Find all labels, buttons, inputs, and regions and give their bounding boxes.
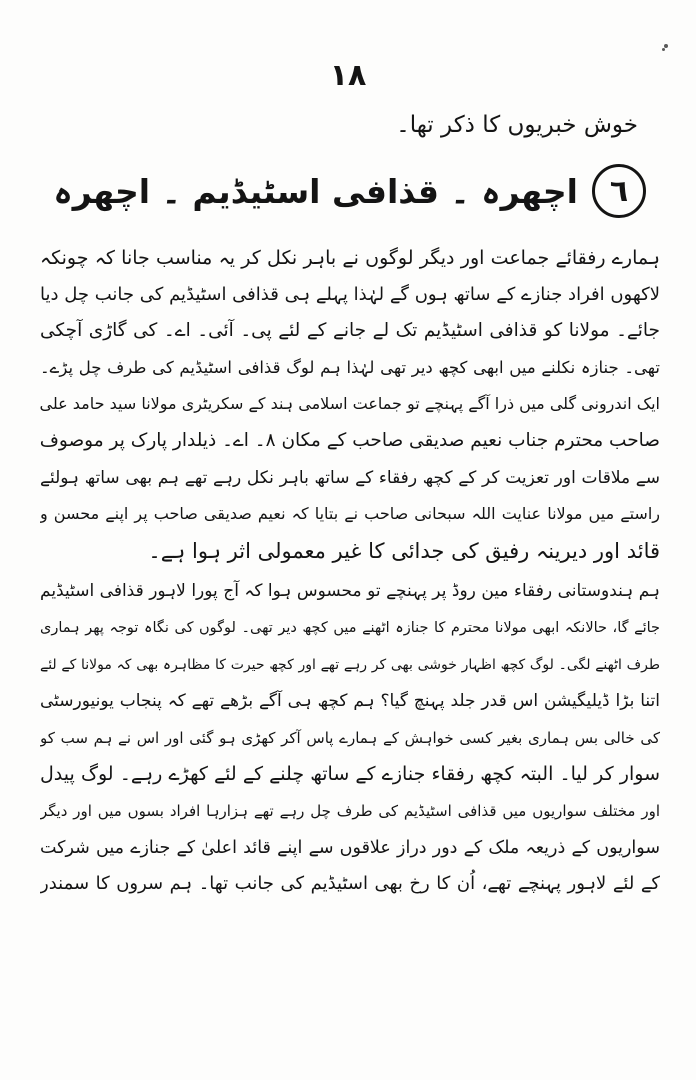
text-line: لاکھوں افراد جنازے کے ساتھ ہوں گے لہٰذا پہلے ہی قذافی اسٹیڈیم کی جانب چل دیا <box>40 283 660 305</box>
page-number: ۱۸ <box>329 58 367 93</box>
text-line: صاحب محترم جناب نعیم صدیقی صاحب کے مکان ۸۔ اے۔ ذیلدار پارک پر موصوف <box>40 429 660 451</box>
text-line: سوار کر لیا۔ البتہ کچھ رفقاء جنازے کے ساتھ چلنے کے لئے کھڑے رہے۔ لوگ پیدل <box>40 763 660 786</box>
text-line: ہم ہندوستانی رفقاء مین روڈ پر پہنچے تو محسوس ہوا کہ آج پورا لاہور قذافی اسٹیڈیم <box>40 581 660 602</box>
text-line: طرف اٹھنے لگی۔ لوگ کچھ اظہار خوشی بھی کر رہے تھے اور کچھ حیرت کا مظاہرہ بھی کہ مولانا کے لئے <box>40 656 660 673</box>
text-line: راستے میں مولانا عنایت اللہ سبحانی صاحب نے بتایا کہ نعیم صدیقی صاحب پر اپنے محسن و <box>40 504 660 524</box>
text-line: جائے۔ مولانا کو قذافی اسٹیڈیم تک لے جانے کے لئے پی۔ آئی۔ اے۔ کی گاڑی آچکی <box>40 320 660 342</box>
text-line: اور مختلف سواریوں میں قذافی اسٹیڈیم کی طرف چل رہے تھے ہزارہا افراد بسوں میں اور دیگر <box>40 801 660 820</box>
text-line: کی خالی بس ہماری بغیر کسی خواہش کے ہمارے پاس آکر کھڑی ہو گئی اور اس نے ہم سب کو <box>40 728 660 747</box>
text-line: قائد اور دیرینہ رفیق کی جدائی کا غیر معمولی اثر ہوا ہے۔ <box>148 538 660 563</box>
text-line: اتنا بڑا ڈیلیگیشن اس قدر جلد پہنچ گیا؟ ہم کچھ ہی آگے بڑھے تھے کہ پنجاب یونیورسٹی <box>40 691 660 712</box>
text-line: کے لئے لاہور پہنچے تھے، اُن کا رخ بھی اسٹیڈیم کی جانب تھا۔ ہم سروں کا سمندر <box>40 873 660 895</box>
intro-line: خوش خبریوں کا ذکر تھا۔ <box>396 112 638 138</box>
text-line: ہمارے رفقائے جماعت اور دیگر لوگوں نے باہر نکل کر یہ مناسب جانا کہ چونکہ <box>40 247 660 269</box>
section-title: اچھرہ ۔ قذافی اسٹیڈیم ۔ اچھرہ <box>53 171 578 211</box>
section-number-circle: ٦ <box>592 164 646 218</box>
scan-speck <box>662 48 665 51</box>
section-heading <box>53 160 646 222</box>
text-line: تھی۔ جنازہ نکلنے میں ابھی کچھ دیر تھی لہٰذا ہم لوگ قذافی اسٹیڈیم کی طرف چل پڑے۔ <box>40 357 660 377</box>
scan-speck <box>664 44 668 48</box>
paragraph <box>40 240 660 386</box>
text-line: ایک اندرونی گلی میں ذرا آگے پہنچے تو جماعت اسلامی ہند کے سکریٹری مولانا سید حامد علی <box>40 394 660 414</box>
body-text <box>40 240 660 903</box>
paragraph <box>40 573 660 902</box>
text-line: سے ملاقات اور تعزیت کر کے کچھ رفقاء کے ساتھ باہر نکل رہے تھے ہم بھی ساتھ ہولئے <box>40 467 660 488</box>
text-line: جائے گا، حالانکہ ابھی مولانا محترم کا جنازہ اٹھنے میں کچھ دیر تھی۔ لوگوں کی نگاہ توجہ پھر ہماری <box>40 619 660 636</box>
paragraph <box>40 386 660 569</box>
text-line: سواریوں کے ذریعہ ملک کے دور دراز علاقوں سے اپنے قائد اعلیٰ کے جنازے میں شرکت <box>40 837 660 858</box>
